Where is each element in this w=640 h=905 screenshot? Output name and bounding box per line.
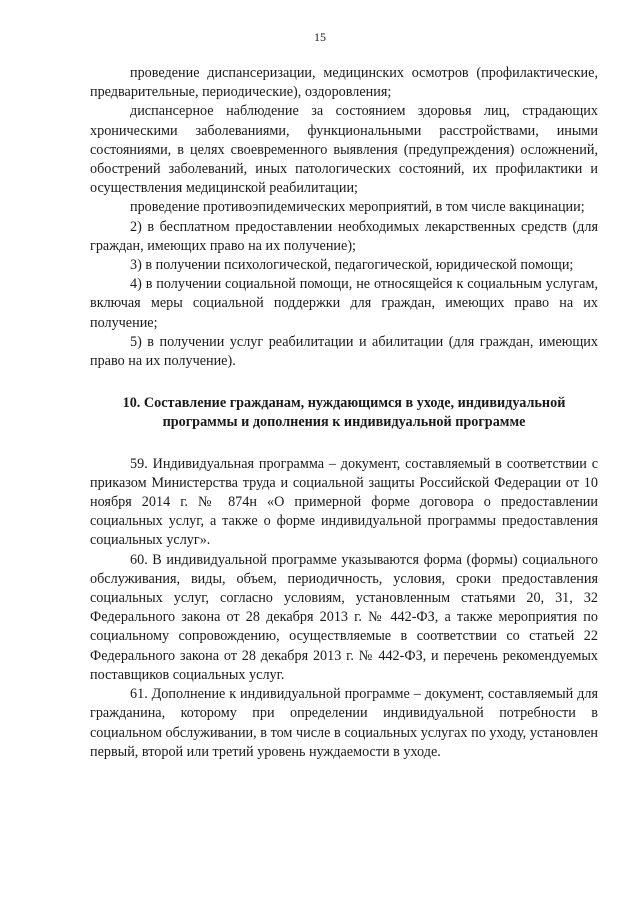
paragraph: 2) в бесплатном предоставлении необходимых лекарственных средств (для граждан, имеющих право на их получение); bbox=[90, 218, 598, 254]
paragraph: 60. В индивидуальной программе указываются форма (формы) социального обслуживания, виды, объем, периодичность, условия, сроки предоставления социальных услуг, согласно условиям, установленным статьями 20, 31, 32 Федерального закона от 28 декабря 2013 г. № 442-ФЗ, а также мероприятия по социальному сопровождению, осуществляемые в соответствии со статьей 22 Федерального закона от 28 декабря 2013 г. № 442-ФЗ, и перечень рекомендуемых поставщиков социальных услуг. bbox=[90, 551, 598, 683]
paragraph: 61. Дополнение к индивидуальной программе – документ, составляемый для гражданина, которому при определении индивидуальной потребности в социальном обслуживании, в том числе в социальных услугах по уходу, установлен первый, второй или третий уровень нуждаемости в уходе. bbox=[90, 686, 598, 760]
paragraph: 59. Индивидуальная программа – документ, составляемый в соответствии с приказом Министерства труда и социальной защиты Российской Федерации от 10 ноября 2014 г. № 874н «О примерной форме договора о предоставлении социальных услуг, а также о форме индивидуальной программы предоставления социальных услуг». bbox=[90, 455, 598, 549]
paragraph: проведение противоэпидемических мероприятий, в том числе вакцинации; bbox=[130, 199, 585, 216]
paragraph: 3) в получении психологической, педагогической, юридической помощи; bbox=[130, 257, 574, 274]
document-body bbox=[90, 64, 598, 762]
paragraph: 4) в получении социальной помощи, не относящейся к социальным услугам, включая меры социальной поддержки для граждан, имеющих право на их получение; bbox=[90, 276, 598, 331]
page-number: 15 bbox=[314, 30, 326, 44]
paragraph: 5) в получении услуг реабилитации и абилитации (для граждан, имеющих право на их получение). bbox=[90, 333, 598, 370]
paragraph: проведение диспансеризации, медицинских осмотров (профилактические, предварительные, периодические), оздоровления; bbox=[90, 65, 598, 101]
section-heading: 10. Составление гражданам, нуждающимся в уходе, индивидуальной программы и дополнения к индивидуальной программе bbox=[122, 395, 566, 431]
paragraph: диспансерное наблюдение за состоянием здоровья лиц, страдающих хроническими заболеваниями, функциональными расстройствами, иными состояниями, в целях своевременного выявления (предупреждения) осложнений, обострений заболеваний, иных патологических состояний, их профилактики и осуществления медицинской реабилитации; bbox=[90, 103, 598, 197]
